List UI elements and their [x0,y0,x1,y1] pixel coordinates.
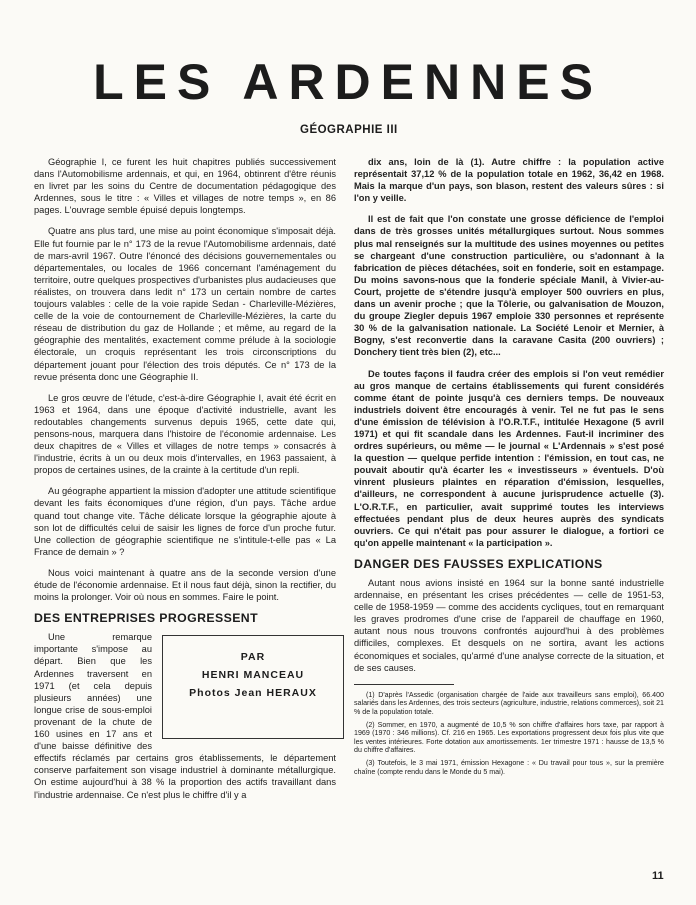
left-column [34,156,336,810]
paragraph: Au géographe appartient la mission d'adopter une attitude scientifique devant les faits économiques d'une région, d'un pays. Tâche ardue quand tout change vite. Tâche délicate lorsque la géographie ajoute à son lot de difficultés celui de saisir les lignes de force d'un proche futur. Une collection de géographie scientifique ne s'intitule-t-elle pas « La France de demain » ? [34,486,336,557]
paragraph: Nous voici maintenant à quatre ans de la seconde version d'une étude de l'économie ardennaise. Et il nous faut déjà, sinon la rectifier, du moins la prolonger. Voir où nous en sommes. Faire le point. [34,567,336,603]
byline-author: HENRI MANCEAU [201,669,305,682]
paragraph: De toutes façons il faudra créer des emplois si l'on veut remédier au gros manque de certains établissements qui furent considérés comme étant de pointe jusqu'à ces derniers temps. De nouveaux industriels doivent être encouragés à venir. Tel ne fut pas le sens d'une émission de télévision à l'O.R.T.F., intitulée Hexagone (5 avril 1971) et qui fit scandale dans les Ardennes. Faut-il incriminer des ordres supérieurs, ou même — le journal « L'Ardennais » s'est posé la question — quelque perfide intention : l'émission, en tout cas, ne pouvait aboutir qu'à écarter les « investisseurs » éventuels. D'où vinrent plusieurs plaintes en réparation d'émission, lesquelles, d'ailleurs, ne correspondent à aucune jurisprudence actuelle (3). L'O.R.T.F., en particulier, avait supprimé toutes les interviews effectuées pendant plus de deux heures auprès des syndicats ouvriers. Ce qui n'était pas pour assurer le dialogue, a fortiori ce qu'on appelle maintenant « la participation ». [354,368,664,548]
paragraph: Il est de fait que l'on constate une grosse déficience de l'emploi dans de très grosses unités métallurgiques surtout. Nous sommes plus mal renseignés sur la multitude des usines moyennes ou petites se chargeant d'une construction particulière, ou s'adonnant à la fabrication de pièces détachées, soit en fonderie, soit en estampage. Du moins savons-nous que la fonderie spéciale Manil, à Vivier-au-Court, projette de s'étendre jusqu'à employer 500 ouvriers en plus, dans un avenir proche ; que la Tôlerie, ou galvanisation de Mouzon, du groupe Ziegler depuis 1967 emploie 330 personnes et représente 30 % de la galvanisation nationale. La Société Lenoir et Mernier, à Bogny, s'est reconvertie dans la caravane Casita (200 ouvriers) ; Donchery tient très bien (2), etc... [354,214,664,358]
byline-photos: Photos Jean HERAUX [189,687,317,700]
paragraph: Quatre ans plus tard, une mise au point économique s'imposait déjà. Elle fut fournie par le n° 173 de la revue l'Automobilisme ardennais, daté de mars-avril 1967. Outre l'énoncé des décisions gouvernementales ou départementales, ou locales de 1966 concernant l'aménagement du territoire, outre quelques prospectives d'urbanistes plus audacieuses que réalistes, on trouvera dans ledit n° 173 un certain nombre de cartes toujours valables : celle de la voie rapide Sedan - Charleville-Mézières, celle de la voie de contournement de Charleville-Mézières, la carte du réseau de distribution du gaz de Hollande ; et même, au regard de la géographie des mentalités, exactement comme prélude à la sociologie électorale, un croquis représentant les trois circonscriptions du département jouant pour l'élection des trois députés. Ce n° 173 de la revue présenta donc une Géographie II. [34,226,336,382]
footnote: (1) D'après l'Assedic (organisation chargée de l'aide aux travailleurs sans emploi), 66.400 salariés dans les Ardennes, des trois secteurs (agriculture, industrie, relations commerces), soit 21 % de la population totale. [354,690,664,716]
section-heading: DES ENTREPRISES PROGRESSENT [34,611,258,626]
paragraph: Autant nous avions insisté en 1964 sur la bonne santé industrielle ardennaise, en présentant les crises précédentes — celle de 1951-53, celle de 1958-1959 — comme des accidents cycliques, tout en remarquant les graves prodromes d'une crise de l'appareil de chauffage en 1960, autant nous nous trouvons confrontés aujourd'hui à des problèmes difficiles, complexes. Et desquels on ne sortira, avant les actions économiques et sociales, qu'armé d'une analyse correcte de la situation, et de ses causes. [354,578,664,673]
wrap-area [34,631,336,800]
paragraph: Géographie I, ce furent les huit chapitres publiés successivement dans l'Automobilisme ardennais, et qui, en 1964, obtinrent d'être réunis en livret par les soins du Centre de documentation pédagogique des Ardennes, sous le titre : « Villes et villages de notre temps », en 86 pages. L'ouvrage semble épuisé depuis longtemps. [34,157,336,216]
footnote: (2) Sommer, en 1970, a augmenté de 10,5 % son chiffre d'affaires hors taxe, par rapport à 1969 (1970 : 346 millions). Cf. 216 en 1965. Les exportations progressent deux fois plus vite que les ventes intérieures. Forte dotation aux amortissements. 1er trimestre 1971 : hausse de 13,5 % du chiffre d'affaires. [354,720,664,755]
footnote-rule [354,684,454,685]
byline-par: PAR [240,651,266,664]
section-heading: DANGER DES FAUSSES EXPLICATIONS [354,556,603,571]
paragraph: Le gros œuvre de l'étude, c'est-à-dire Géographie I, avait été écrit en 1963 et 1964, dans une époque d'activité industrielle, avant les redoutables changements survenus depuis 1965, cette date qui, pensons-nous, marquera dans l'histoire de l'économie ardennaise. Les deux chapitres de « Villes et villages de notre temps » consacrés à l'industrie, écrits à un ou deux mois d'intervalles, en 1963 passaient, à propos de certaines usines, de la crainte à la certitude d'un repli. [34,392,336,476]
footnote: (3) Toutefois, le 3 mai 1971, émission Hexagone : « Du travail pour tous », sur la première chaîne (compte rendu dans le Monde du 5 mai). [354,758,664,776]
right-column [354,156,664,780]
footnotes [354,691,664,776]
paragraph: Une remarque importante s'impose au départ. Bien que les Ardennes traversent en 1971 (et cela depuis plusieurs années) une longue crise de sous-emploi provenant de la chute de 160 usines en 17 ans et d'une baisse définitive des effectifs réclamés par certains gros établissements, le département conserve parfaitement son visage industriel à dominante métallurgique. On estime aujourd'hui à 38 % la proportion des actifs travaillant dans l'industrie ardennaise. Ce n'est plus le chiffre d'il y a [34,632,336,800]
byline-box [162,635,344,739]
article-title: LES ARDENNES [93,54,603,110]
page-number: 11 [652,870,664,882]
article-subtitle: GÉOGRAPHIE III [300,124,398,136]
paragraph: dix ans, loin de là (1). Autre chiffre : la population active représentait 37,12 % de la population totale en 1962, 36,42 en 1968. Mais la marque d'un pays, son blason, restent des valeurs sûres : si l'on y veille. [354,157,664,204]
